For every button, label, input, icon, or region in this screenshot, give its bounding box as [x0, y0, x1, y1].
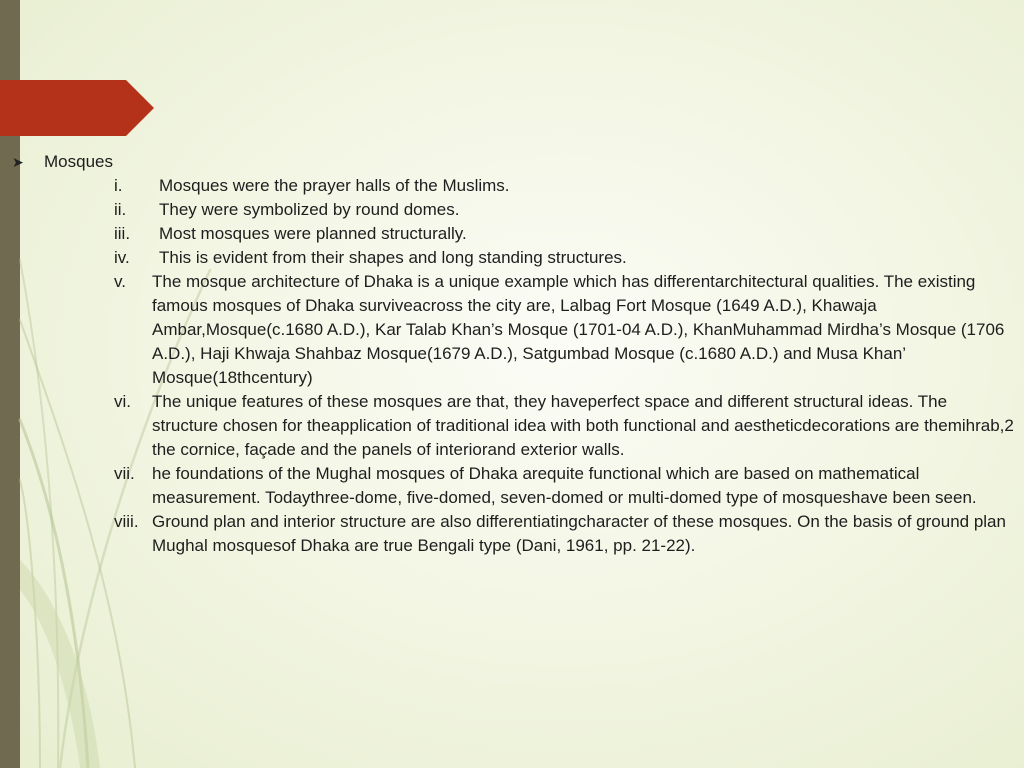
- list-text: Ground plan and interior structure are also differentiatingcharacter of these mosques. On the basis of ground plan Mughal mosquesof Dhaka are true Bengali type (Dani, 1961, pp. 21-22).: [152, 512, 1006, 555]
- list-text: The mosque architecture of Dhaka is a unique example which has differentarchitectural qualities. The existing famous mosques of Dhaka surviveacross the city are, Lalbag Fort Mosque (1649 A.D.), Khawaja Ambar,Mosque(c.1680 A.D.), Kar Talab Khan’s Mosque (1701-04 A.D.), KhanMuhammad Mirdha’s Mosque (1706 A.D.), Haji Khwaja Shahbaz Mosque(1679 A.D.), Satgumbad Mosque (c.1680 A.D.) and Musa Khan’ Mosque(18thcentury): [152, 272, 1005, 387]
- list-text: They were symbolized by round domes.: [159, 200, 460, 219]
- list-item: [0, 198, 1024, 222]
- list-text: This is evident from their shapes and long standing structures.: [159, 248, 627, 267]
- list-item: [0, 390, 1024, 462]
- list-number: vii.: [114, 464, 135, 483]
- numbered-list: [0, 174, 1024, 558]
- list-item: [0, 246, 1024, 270]
- list-text: Mosques were the prayer halls of the Muslims.: [159, 176, 510, 195]
- bullet-mosques: [0, 150, 1024, 174]
- accent-tab: [0, 80, 154, 136]
- list-number: v.: [114, 272, 126, 291]
- list-text: The unique features of these mosques are that, they haveperfect space and different structural ideas. The structure chosen for theapplication of traditional idea with both functional and aestheticdecorations are themihrab,2 the cornice, façade and the panels of interiorand exterior walls.: [152, 392, 1014, 459]
- list-number: viii.: [114, 512, 139, 531]
- list-item: [0, 270, 1024, 390]
- bullet-heading: Mosques: [44, 152, 113, 171]
- arrow-bullet-icon: ➤: [12, 154, 24, 170]
- list-item: [0, 174, 1024, 198]
- list-number: i.: [114, 176, 123, 195]
- list-item: [0, 462, 1024, 510]
- list-number: iv.: [114, 248, 130, 267]
- list-text: Most mosques were planned structurally.: [159, 224, 467, 243]
- list-item: [0, 222, 1024, 246]
- list-item: [0, 510, 1024, 558]
- list-number: iii.: [114, 224, 131, 243]
- slide-content: [0, 150, 1024, 558]
- list-text: he foundations of the Mughal mosques of Dhaka arequite functional which are based on mathematical measurement. Todaythree-dome, five-domed, seven-domed or multi-domed type of mosqueshave been seen.: [152, 464, 977, 507]
- list-number: vi.: [114, 392, 131, 411]
- list-number: ii.: [114, 200, 127, 219]
